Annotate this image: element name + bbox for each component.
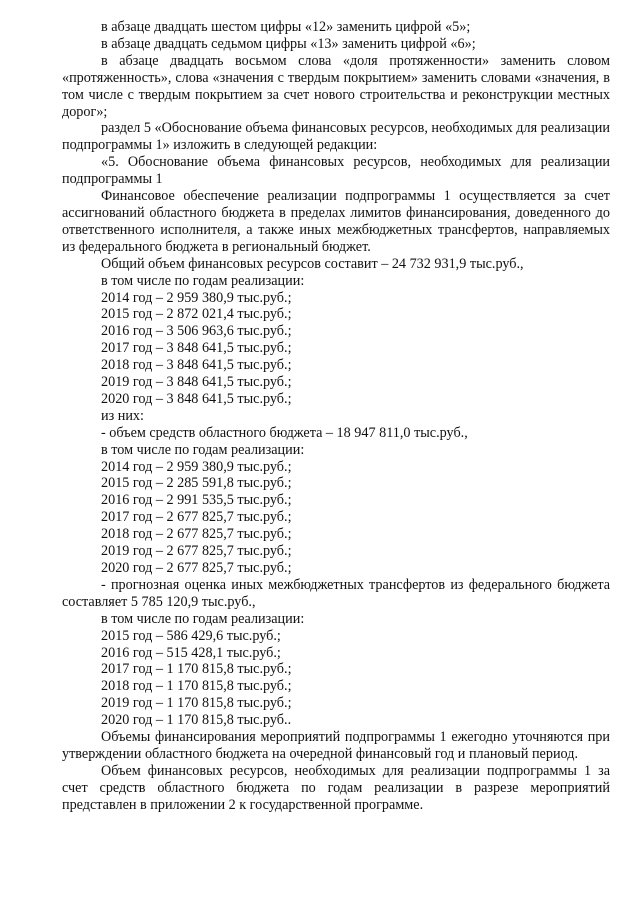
year-line: 2018 год – 1 170 815,8 тыс.руб.; — [101, 678, 292, 695]
year-line: 2019 год – 1 170 815,8 тыс.руб.; — [101, 695, 292, 712]
total-funding-line: Общий объем финансовых ресурсов составит – 24 732 931,9 тыс.руб., — [101, 255, 524, 272]
paragraph: в абзаце двадцать шестом цифры «12» заменить цифрой «5»; — [101, 19, 471, 35]
year-line: 2015 год – 2 285 591,8 тыс.руб.; — [101, 475, 292, 492]
list-intro: в том числе по годам реализации: — [101, 610, 305, 627]
year-line: 2020 год – 2 677 825,7 тыс.руб.; — [101, 560, 292, 576]
paragraph: Объем финансовых ресурсов, необходимых для реализации подпрограммы 1 за счет средств областного бюджета по годам реализации в разрезе мероприятий представлен в приложении 2 к государственной программе. — [62, 762, 610, 813]
year-line: 2014 год – 2 959 380,9 тыс.руб.; — [101, 289, 292, 306]
year-line: 2019 год – 2 677 825,7 тыс.руб.; — [101, 543, 292, 560]
list-intro: в том числе по годам реализации: — [101, 272, 305, 289]
year-line: 2015 год – 586 429,6 тыс.руб.; — [101, 627, 281, 644]
section-heading: «5. Обоснование объема финансовых ресурсов, необходимых для реализации подпрограммы 1 — [62, 154, 610, 188]
paragraph: Объемы финансирования мероприятий подпрограммы 1 ежегодно уточняются при утверждении областного бюджета на очередной финансовый год и плановый период. — [62, 729, 610, 762]
paragraph: в абзаце двадцать восьмом слова «доля протяженности» заменить словом «протяженность», слова «значения с твердым покрытием» заменить словами «значения, в том числе с твердым покрытием за счет нового строительства и реконструкции местных дорог»; — [62, 52, 610, 120]
year-line: 2016 год – 3 506 963,6 тыс.руб.; — [101, 323, 292, 340]
year-line: 2018 год – 3 848 641,5 тыс.руб.; — [101, 357, 292, 374]
list-intro: в том числе по годам реализации: — [101, 441, 305, 458]
paragraph: раздел 5 «Обоснование объема финансовых ресурсов, необходимых для реализации подпрограммы 1» изложить в следующей редакции: — [62, 120, 610, 154]
year-line: 2017 год – 3 848 641,5 тыс.руб.; — [101, 340, 292, 357]
federal-transfers-line: - прогнозная оценка иных межбюджетных трансфертов из федерального бюджета составляет 5 785 120,9 тыс.руб., — [62, 576, 610, 610]
list-intro: из них: — [101, 407, 144, 424]
year-line: 2015 год – 2 872 021,4 тыс.руб.; — [101, 306, 292, 323]
year-line: 2020 год – 3 848 641,5 тыс.руб.; — [101, 390, 292, 407]
regional-budget-line: - объем средств областного бюджета – 18 947 811,0 тыс.руб., — [101, 424, 468, 441]
year-line: 2017 год – 2 677 825,7 тыс.руб.; — [101, 509, 292, 526]
year-line: 2018 год – 2 677 825,7 тыс.руб.; — [101, 526, 292, 543]
paragraph: Финансовое обеспечение реализации подпрограммы 1 осуществляется за счет ассигнований областного бюджета в пределах лимитов финансирования, доведенного до ответственного исполнителя, а также иных межбюджетных трансфертов, направляемых из федерального бюджета в региональный бюджет. — [62, 188, 610, 255]
year-line: 2017 год – 1 170 815,8 тыс.руб.; — [101, 661, 292, 678]
year-line: 2020 год – 1 170 815,8 тыс.руб.. — [101, 712, 292, 729]
year-line: 2016 год – 2 991 535,5 тыс.руб.; — [101, 492, 292, 509]
document-page — [62, 19, 610, 814]
year-line: 2016 год – 515 428,1 тыс.руб.; — [101, 644, 281, 661]
year-line: 2014 год – 2 959 380,9 тыс.руб.; — [101, 458, 292, 475]
paragraph: в абзаце двадцать седьмом цифры «13» заменить цифрой «6»; — [101, 35, 476, 52]
year-line: 2019 год – 3 848 641,5 тыс.руб.; — [101, 374, 292, 391]
